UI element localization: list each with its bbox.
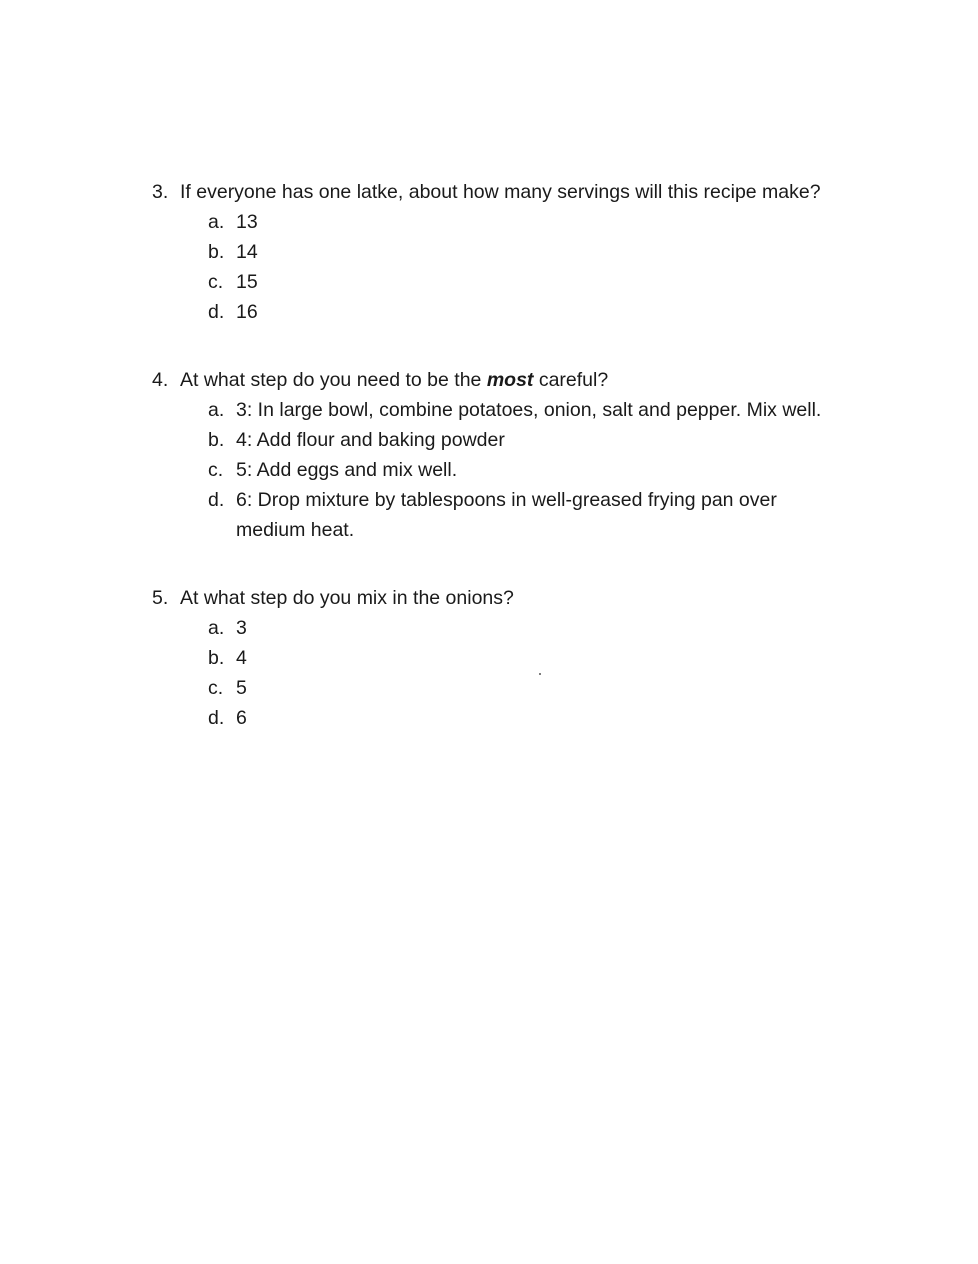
answer-options bbox=[152, 613, 872, 733]
question-number: 5. bbox=[152, 587, 169, 609]
option-letter: b. bbox=[208, 429, 225, 451]
option-letter: d. bbox=[208, 301, 225, 323]
answer-option-c bbox=[208, 267, 872, 297]
option-letter: c. bbox=[208, 271, 224, 293]
answer-option-b bbox=[208, 425, 872, 455]
answer-options bbox=[152, 395, 872, 545]
option-text: 6: Drop mixture by tablespoons in well-greased frying pan over medium heat. bbox=[236, 489, 777, 541]
answer-option-a bbox=[208, 207, 872, 237]
option-text: 13 bbox=[236, 211, 258, 233]
option-text: 3: In large bowl, combine potatoes, onion, salt and pepper. Mix well. bbox=[236, 399, 822, 421]
answer-option-d bbox=[208, 297, 872, 327]
question-text bbox=[180, 365, 608, 395]
option-text: 5 bbox=[236, 677, 247, 699]
question-text: At what step do you mix in the onions? bbox=[180, 587, 514, 609]
answer-option-d bbox=[208, 703, 872, 733]
option-letter: b. bbox=[208, 241, 225, 263]
answer-option-c bbox=[208, 455, 872, 485]
option-text: 5: Add eggs and mix well. bbox=[236, 459, 458, 481]
answer-option-b bbox=[208, 237, 872, 267]
question-emphasis: most bbox=[486, 369, 534, 391]
option-text: 3 bbox=[236, 617, 247, 639]
option-letter: b. bbox=[208, 647, 225, 669]
answer-options bbox=[152, 207, 872, 327]
question-text-before: At what step do you need to be the bbox=[180, 369, 487, 391]
option-letter: a. bbox=[208, 211, 225, 233]
question-3 bbox=[152, 177, 872, 327]
option-text: 15 bbox=[236, 271, 258, 293]
option-letter: c. bbox=[208, 677, 224, 699]
option-letter: a. bbox=[208, 399, 225, 421]
option-text: 14 bbox=[236, 241, 258, 263]
question-5 bbox=[152, 583, 872, 733]
answer-option-b bbox=[208, 643, 872, 673]
option-text: 4: Add flour and baking powder bbox=[236, 429, 505, 451]
option-letter: a. bbox=[208, 617, 225, 639]
answer-option-a bbox=[208, 613, 872, 643]
option-letter: c. bbox=[208, 459, 224, 481]
answer-option-d bbox=[208, 485, 872, 545]
option-text: 4 bbox=[236, 647, 247, 669]
option-letter: d. bbox=[208, 489, 225, 511]
question-number: 4. bbox=[152, 369, 169, 391]
question-3-stem bbox=[152, 177, 872, 207]
question-4-stem bbox=[152, 365, 872, 395]
stray-mark bbox=[539, 673, 541, 675]
option-text: 6 bbox=[236, 707, 247, 729]
question-4 bbox=[152, 365, 872, 545]
question-text: If everyone has one latke, about how many servings will this recipe make? bbox=[180, 181, 821, 203]
question-text-after: careful? bbox=[533, 369, 609, 391]
question-5-stem bbox=[152, 583, 872, 613]
option-letter: d. bbox=[208, 707, 225, 729]
answer-option-c bbox=[208, 673, 872, 703]
answer-option-a bbox=[208, 395, 872, 425]
question-number: 3. bbox=[152, 181, 169, 203]
option-text: 16 bbox=[236, 301, 258, 323]
